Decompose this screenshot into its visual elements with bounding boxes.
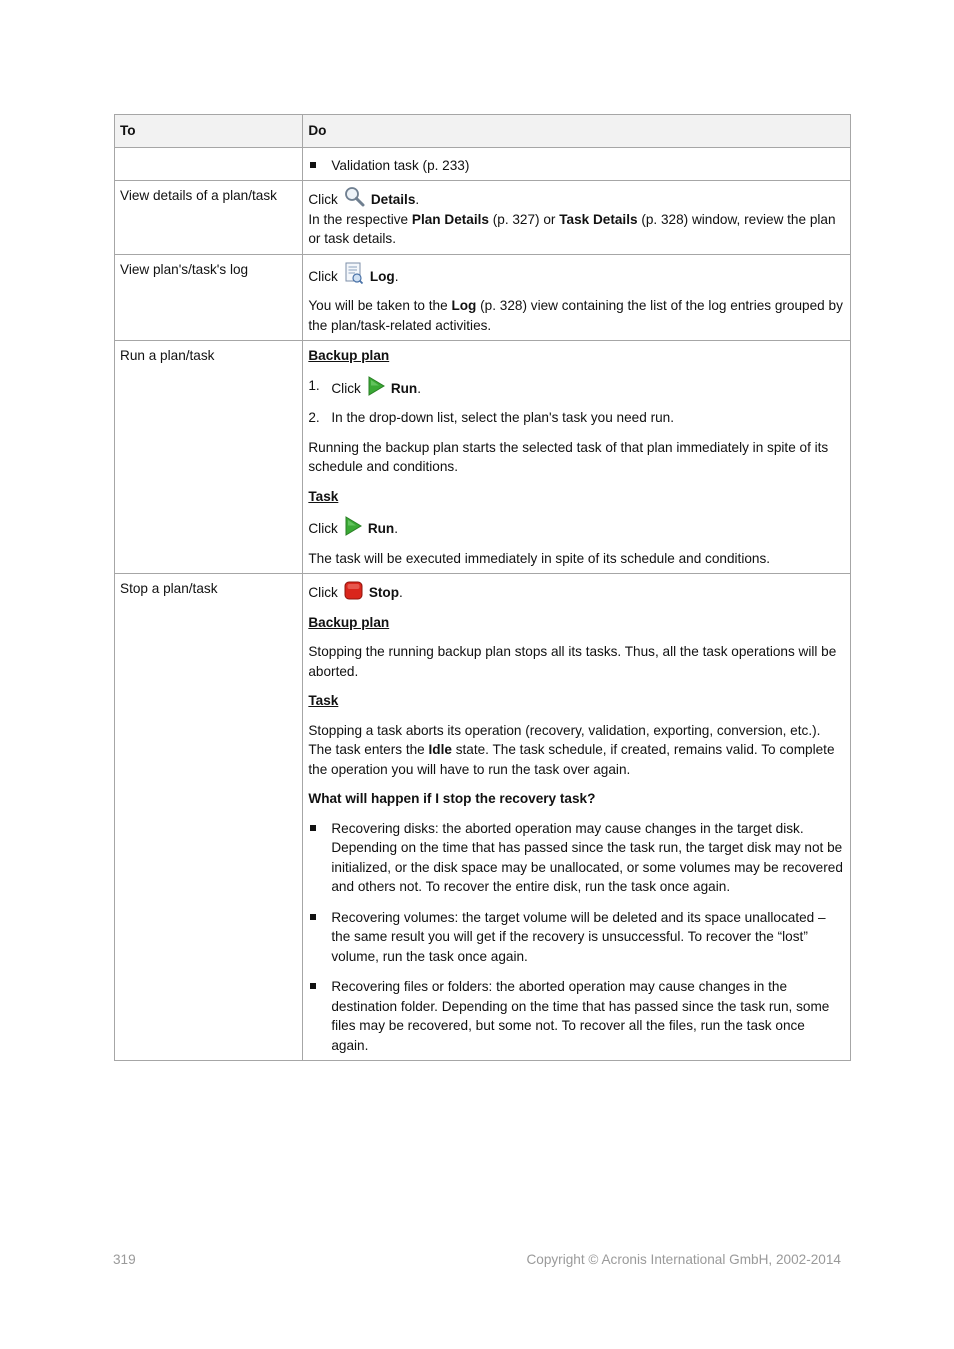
to-cell-run: Run a plan/task	[115, 341, 303, 574]
validation-link-text[interactable]: Validation task (p. 233)	[331, 157, 470, 173]
actions-table	[114, 114, 851, 1061]
details-action-label: Details	[370, 192, 416, 207]
log-click-line: Click Log.	[308, 262, 845, 287]
copyright-notice: Copyright © Acronis International GmbH, 2002-2014	[526, 1252, 841, 1267]
table-row	[115, 254, 851, 341]
to-cell-stop: Stop a plan/task	[115, 574, 303, 1061]
to-cell-details: View details of a plan/task	[115, 181, 303, 255]
run-step-1: 1. Click Run.	[308, 377, 422, 396]
magnifier-icon[interactable]	[344, 186, 365, 207]
play-triangle-icon[interactable]	[367, 376, 385, 396]
run-task-description: The task will be executed immediately in spite of its schedule and conditions.	[308, 550, 771, 566]
bullet-square-icon	[310, 983, 316, 989]
run-step-2: 2. In the drop-down list, select the plan's task you need run.	[308, 410, 674, 425]
stop-backup-heading: Backup plan	[308, 614, 390, 630]
stop-click-line: Click Stop.	[308, 581, 845, 603]
run-backup-description: Running the backup plan starts the selected task of that plan immediately in spite of its schedule and conditions.	[308, 439, 829, 474]
log-document-icon[interactable]	[344, 262, 364, 284]
to-cell-empty	[115, 147, 303, 181]
table-row	[115, 181, 851, 255]
bullet-square-icon	[310, 825, 316, 831]
bullet-square-icon	[310, 914, 316, 920]
to-cell-log: View plan's/task's log	[115, 254, 303, 341]
do-cell-details	[303, 181, 851, 255]
run-backup-heading: Backup plan	[308, 348, 390, 363]
table-header-row	[115, 115, 851, 148]
table-row	[115, 147, 851, 181]
do-cell-validation	[303, 147, 851, 181]
log-description: You will be taken to the Log (p. 328) view containing the list of the log entries grouped by the plan/task-related activities.	[308, 298, 843, 333]
stop-question: What will happen if I stop the recovery task?	[308, 791, 596, 806]
list-item: Recovering volumes: the target volume will be deleted and its space unallocated – the same result you will get if the recovery is unsuccessful. To recover the “lost” volume, run the task once again.	[308, 908, 845, 967]
list-item	[308, 156, 845, 176]
do-cell-stop	[303, 574, 851, 1061]
header-do: Do	[303, 115, 851, 148]
play-triangle-icon[interactable]	[344, 516, 362, 536]
run-task-click-line: Click Run.	[308, 516, 845, 539]
table-row	[115, 574, 851, 1061]
log-action-label: Log	[369, 268, 395, 284]
do-cell-log	[303, 254, 851, 341]
details-description: In the respective Plan Details (p. 327) or Task Details (p. 328) window, review the plan or task details.	[308, 211, 836, 246]
bullet-square-icon	[310, 162, 316, 168]
details-click-line: Click Details.	[308, 186, 845, 210]
stop-square-icon[interactable]	[344, 581, 363, 600]
run-task-heading: Task	[308, 488, 339, 504]
table-row	[115, 341, 851, 574]
stop-task-heading: Task	[308, 693, 339, 708]
stop-task-description: Stopping a task aborts its operation (recovery, validation, exporting, conversion, etc.). The task enters the Idle state. The task schedule, if created, remains valid. To complete the operation you will have to run the task over again.	[308, 722, 835, 777]
list-item: Recovering files or folders: the aborted operation may cause changes in the destination folder. Depending on the time that has passed since the task run, some files may be recovered, but some not. To recover all the files, run the task once again.	[308, 977, 845, 1055]
stop-backup-description: Stopping the running backup plan stops all its tasks. Thus, all the task operations will be aborted.	[308, 644, 837, 679]
do-cell-run	[303, 341, 851, 574]
header-to: To	[115, 115, 303, 148]
page-number: 319	[113, 1252, 136, 1267]
list-item: Recovering disks: the aborted operation may cause changes in the target disk. Depending on the time that has passed since the task run, the target disk may not be initialized, or the disk space may be unallocated, or some volumes may be recovered and others not. To recover the entire disk, run the task once again.	[308, 819, 845, 897]
